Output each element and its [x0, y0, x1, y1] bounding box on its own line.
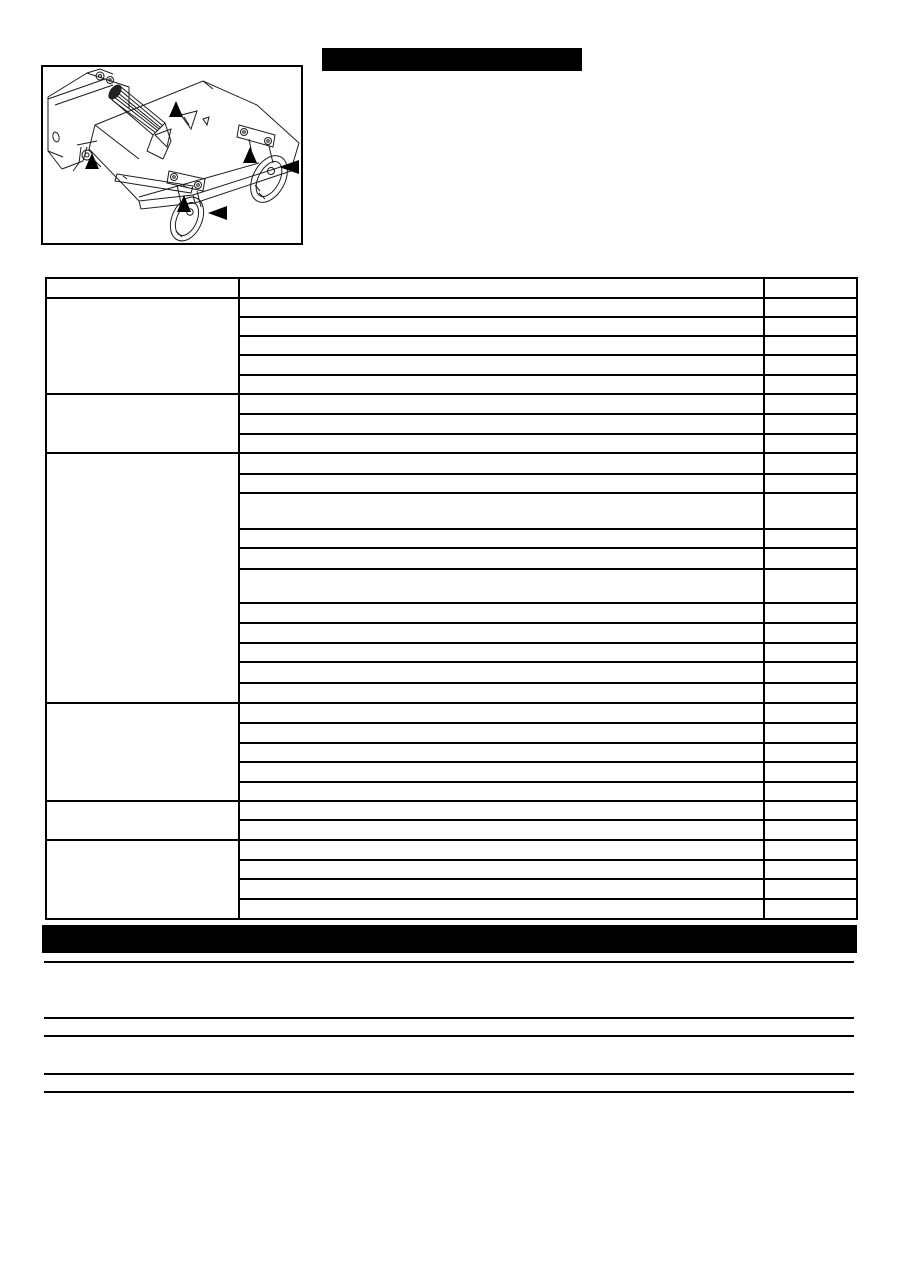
interval-cell [764, 840, 857, 860]
roller-assembly [107, 83, 171, 159]
group-label-cell [46, 801, 239, 840]
group-label-cell [46, 298, 239, 394]
interval-cell [764, 336, 857, 355]
grease-arrow-3-up-icon [243, 147, 257, 163]
table-row [46, 394, 857, 414]
horizontal-rule-4 [44, 1073, 854, 1075]
task-cell [239, 743, 764, 762]
interval-cell [764, 414, 857, 434]
interval-cell [764, 529, 857, 548]
interval-cell [764, 298, 857, 317]
task-cell [239, 899, 764, 919]
interval-cell [764, 603, 857, 623]
interval-cell [764, 569, 857, 603]
interval-cell [764, 394, 857, 414]
task-cell [239, 860, 764, 879]
table-header-cell-3 [764, 278, 857, 298]
horizontal-rule-2 [44, 1017, 854, 1019]
interval-cell [764, 743, 857, 762]
maintenance-table-header-row [46, 278, 857, 298]
interval-cell [764, 375, 857, 394]
interval-cell [764, 317, 857, 336]
skid-bar [115, 174, 193, 193]
interval-cell [764, 355, 857, 375]
horizontal-rule-3 [44, 1035, 854, 1037]
section-title-bar-bottom [42, 925, 857, 953]
task-cell [239, 355, 764, 375]
interval-cell [764, 548, 857, 569]
interval-cell [764, 623, 857, 643]
task-cell [239, 662, 764, 683]
interval-cell [764, 860, 857, 879]
group-label-cell [46, 453, 239, 703]
task-cell [239, 298, 764, 317]
task-cell [239, 493, 764, 529]
task-cell [239, 529, 764, 548]
task-cell [239, 603, 764, 623]
lubrication-diagram-figure [41, 65, 303, 245]
task-cell [239, 801, 764, 820]
interval-cell [764, 762, 857, 782]
grease-arrow-2-up-icon [85, 153, 99, 169]
interval-cell [764, 782, 857, 801]
interval-cell [764, 493, 857, 529]
task-cell [239, 317, 764, 336]
maintenance-table [45, 277, 858, 920]
task-cell [239, 474, 764, 493]
interval-cell [764, 453, 857, 474]
section-title-bar-top [322, 48, 582, 71]
group-label-cell [46, 394, 239, 453]
table-row [46, 453, 857, 474]
task-cell [239, 683, 764, 703]
interval-cell [764, 879, 857, 899]
interval-cell [764, 723, 857, 743]
task-cell [239, 782, 764, 801]
table-header-cell-2 [239, 278, 764, 298]
maintenance-table-body [46, 298, 857, 919]
task-cell [239, 548, 764, 569]
table-row [46, 801, 857, 820]
interval-cell [764, 703, 857, 723]
grease-arrow-1-up-icon [169, 101, 183, 117]
horizontal-rule-1 [44, 961, 854, 963]
grease-arrow-6-left-icon [208, 206, 227, 220]
interval-cell [764, 820, 857, 840]
task-cell [239, 879, 764, 899]
task-cell [239, 394, 764, 414]
table-row [46, 298, 857, 317]
interval-cell [764, 683, 857, 703]
task-cell [239, 643, 764, 662]
interval-cell [764, 434, 857, 453]
task-cell [239, 375, 764, 394]
group-label-cell [46, 840, 239, 919]
table-row [46, 703, 857, 723]
interval-cell [764, 801, 857, 820]
interval-cell [764, 474, 857, 493]
mower-deck-drawing [43, 67, 301, 243]
task-cell [239, 762, 764, 782]
task-cell [239, 453, 764, 474]
task-cell [239, 703, 764, 723]
task-cell [239, 414, 764, 434]
task-cell [239, 569, 764, 603]
table-row [46, 840, 857, 860]
task-cell [239, 723, 764, 743]
task-cell [239, 623, 764, 643]
task-cell [239, 840, 764, 860]
horizontal-rule-5 [44, 1091, 854, 1093]
task-cell [239, 336, 764, 355]
interval-cell [764, 643, 857, 662]
maintenance-table-head [46, 278, 857, 298]
interval-cell [764, 899, 857, 919]
group-label-cell [46, 703, 239, 801]
task-cell [239, 820, 764, 840]
interval-cell [764, 662, 857, 683]
table-header-cell-1 [46, 278, 239, 298]
task-cell [239, 434, 764, 453]
